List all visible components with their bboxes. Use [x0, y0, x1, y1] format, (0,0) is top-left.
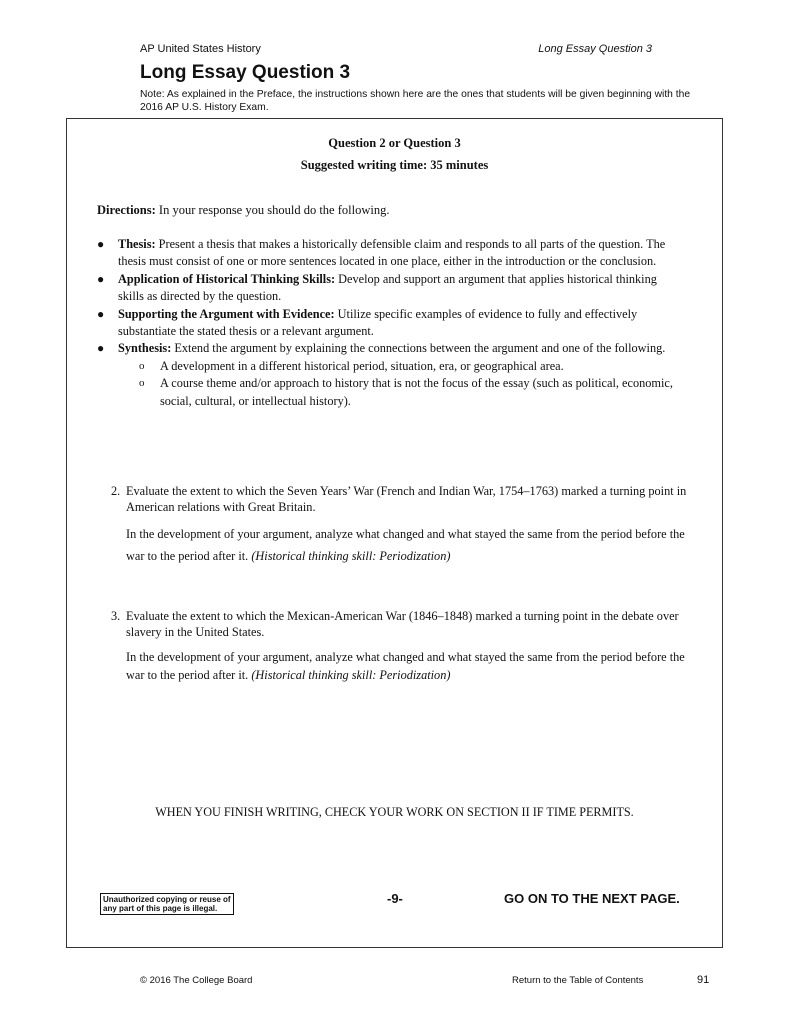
finish-instruction: WHEN YOU FINISH WRITING, CHECK YOUR WORK ON SECTION II IF TIME PERMITS. [155, 805, 634, 819]
copyright-notice-box: Unauthorized copying or reuse of any part of this page is illegal. [100, 893, 234, 915]
footer-copyright: © 2016 The College Board [140, 975, 253, 986]
synthesis-options [118, 358, 677, 410]
directions-label: Directions: [97, 203, 156, 217]
follow-text: In the development of your argument, analyze what changed and what stayed the same from the period before the war to the period after it. [126, 527, 685, 563]
question-follow-up [111, 523, 701, 567]
exam-page-number: -9- [387, 891, 403, 906]
list-item [97, 306, 677, 341]
question-number: 3. [111, 609, 121, 623]
go-on-instruction: GO ON TO THE NEXT PAGE. [504, 891, 680, 906]
question-follow-up [111, 648, 701, 684]
running-header-section: Long Essay Question 3 [538, 43, 652, 55]
bullet-text: Develop and support an argument that applies historical thinking skills as directed by the question. [118, 271, 657, 304]
bullet-text: Present a thesis that makes a historically defensible claim and responds to all parts of the question. The thesis must consist of one or more sentences located in one place, either in the introduction or the conclusion. [118, 237, 666, 269]
question-2 [111, 483, 701, 567]
skill-note: (Historical thinking skill: Periodization) [251, 668, 451, 682]
page-title: Long Essay Question 3 [140, 62, 351, 83]
question-text: Evaluate the extent to which the Mexican-American War (1846–1848) marked a turning point in the debate over slavery in the United States. [126, 609, 679, 639]
circle-bullet-icon: o [139, 377, 145, 390]
preface-note: Note: As explained in the Preface, the instructions shown here are the ones that students will be given beginning with the 2016 AP U.S. History Exam. [140, 89, 691, 113]
option-text: A course theme and/or approach to history that is not the focus of the essay (such as political, economic, social, cultural, or intellectual history). [160, 376, 673, 408]
bullet-icon: ● [97, 306, 105, 321]
bullet-text: Extend the argument by explaining the connections between the argument and one of the following. [171, 341, 666, 356]
bullet-label: Thesis: [118, 237, 156, 251]
option-text: A development in a different historical period, situation, era, or geographical area. [160, 358, 564, 373]
footer-page-number: 91 [697, 974, 710, 986]
directions [97, 203, 389, 218]
return-to-toc-link[interactable]: Return to the Table of Contents [512, 975, 644, 986]
bullet-icon: ● [97, 341, 105, 356]
list-item [97, 340, 677, 410]
bullet-text: Utilize specific examples of evidence to fully and effectively substantiate the stated thesis or a relevant argument. [118, 306, 638, 339]
follow-text: In the development of your argument, analyze what changed and what stayed the same from the period before the war to the period after it. [126, 650, 685, 682]
bullet-icon: ● [97, 237, 105, 251]
bullet-label: Application of Historical Thinking Skills: [118, 271, 336, 286]
question-3 [111, 608, 701, 684]
directions-list [97, 236, 677, 410]
list-item [118, 375, 677, 410]
running-header-course: AP United States History [140, 43, 261, 55]
exam-page [66, 118, 723, 948]
writing-time: Suggested writing time: 35 minutes [300, 158, 489, 172]
bullet-icon: ● [97, 271, 105, 286]
circle-bullet-icon: o [139, 359, 145, 372]
question-stem [111, 608, 701, 640]
bullet-label: Synthesis: [118, 341, 172, 356]
question-text: Evaluate the extent to which the Seven Years’ War (French and Indian War, 1754–1763) marked a turning point in American relations with Great Britain. [126, 484, 687, 514]
list-item [97, 236, 677, 271]
list-item [118, 358, 677, 375]
directions-text: In your response you should do the following. [155, 203, 390, 217]
question-number: 2. [111, 484, 121, 498]
bullet-label: Supporting the Argument with Evidence: [118, 306, 335, 321]
question-choice-heading: Question 2 or Question 3 [328, 136, 461, 150]
list-item [97, 271, 677, 306]
skill-note: (Historical thinking skill: Periodization) [251, 549, 451, 563]
question-stem [111, 483, 701, 515]
